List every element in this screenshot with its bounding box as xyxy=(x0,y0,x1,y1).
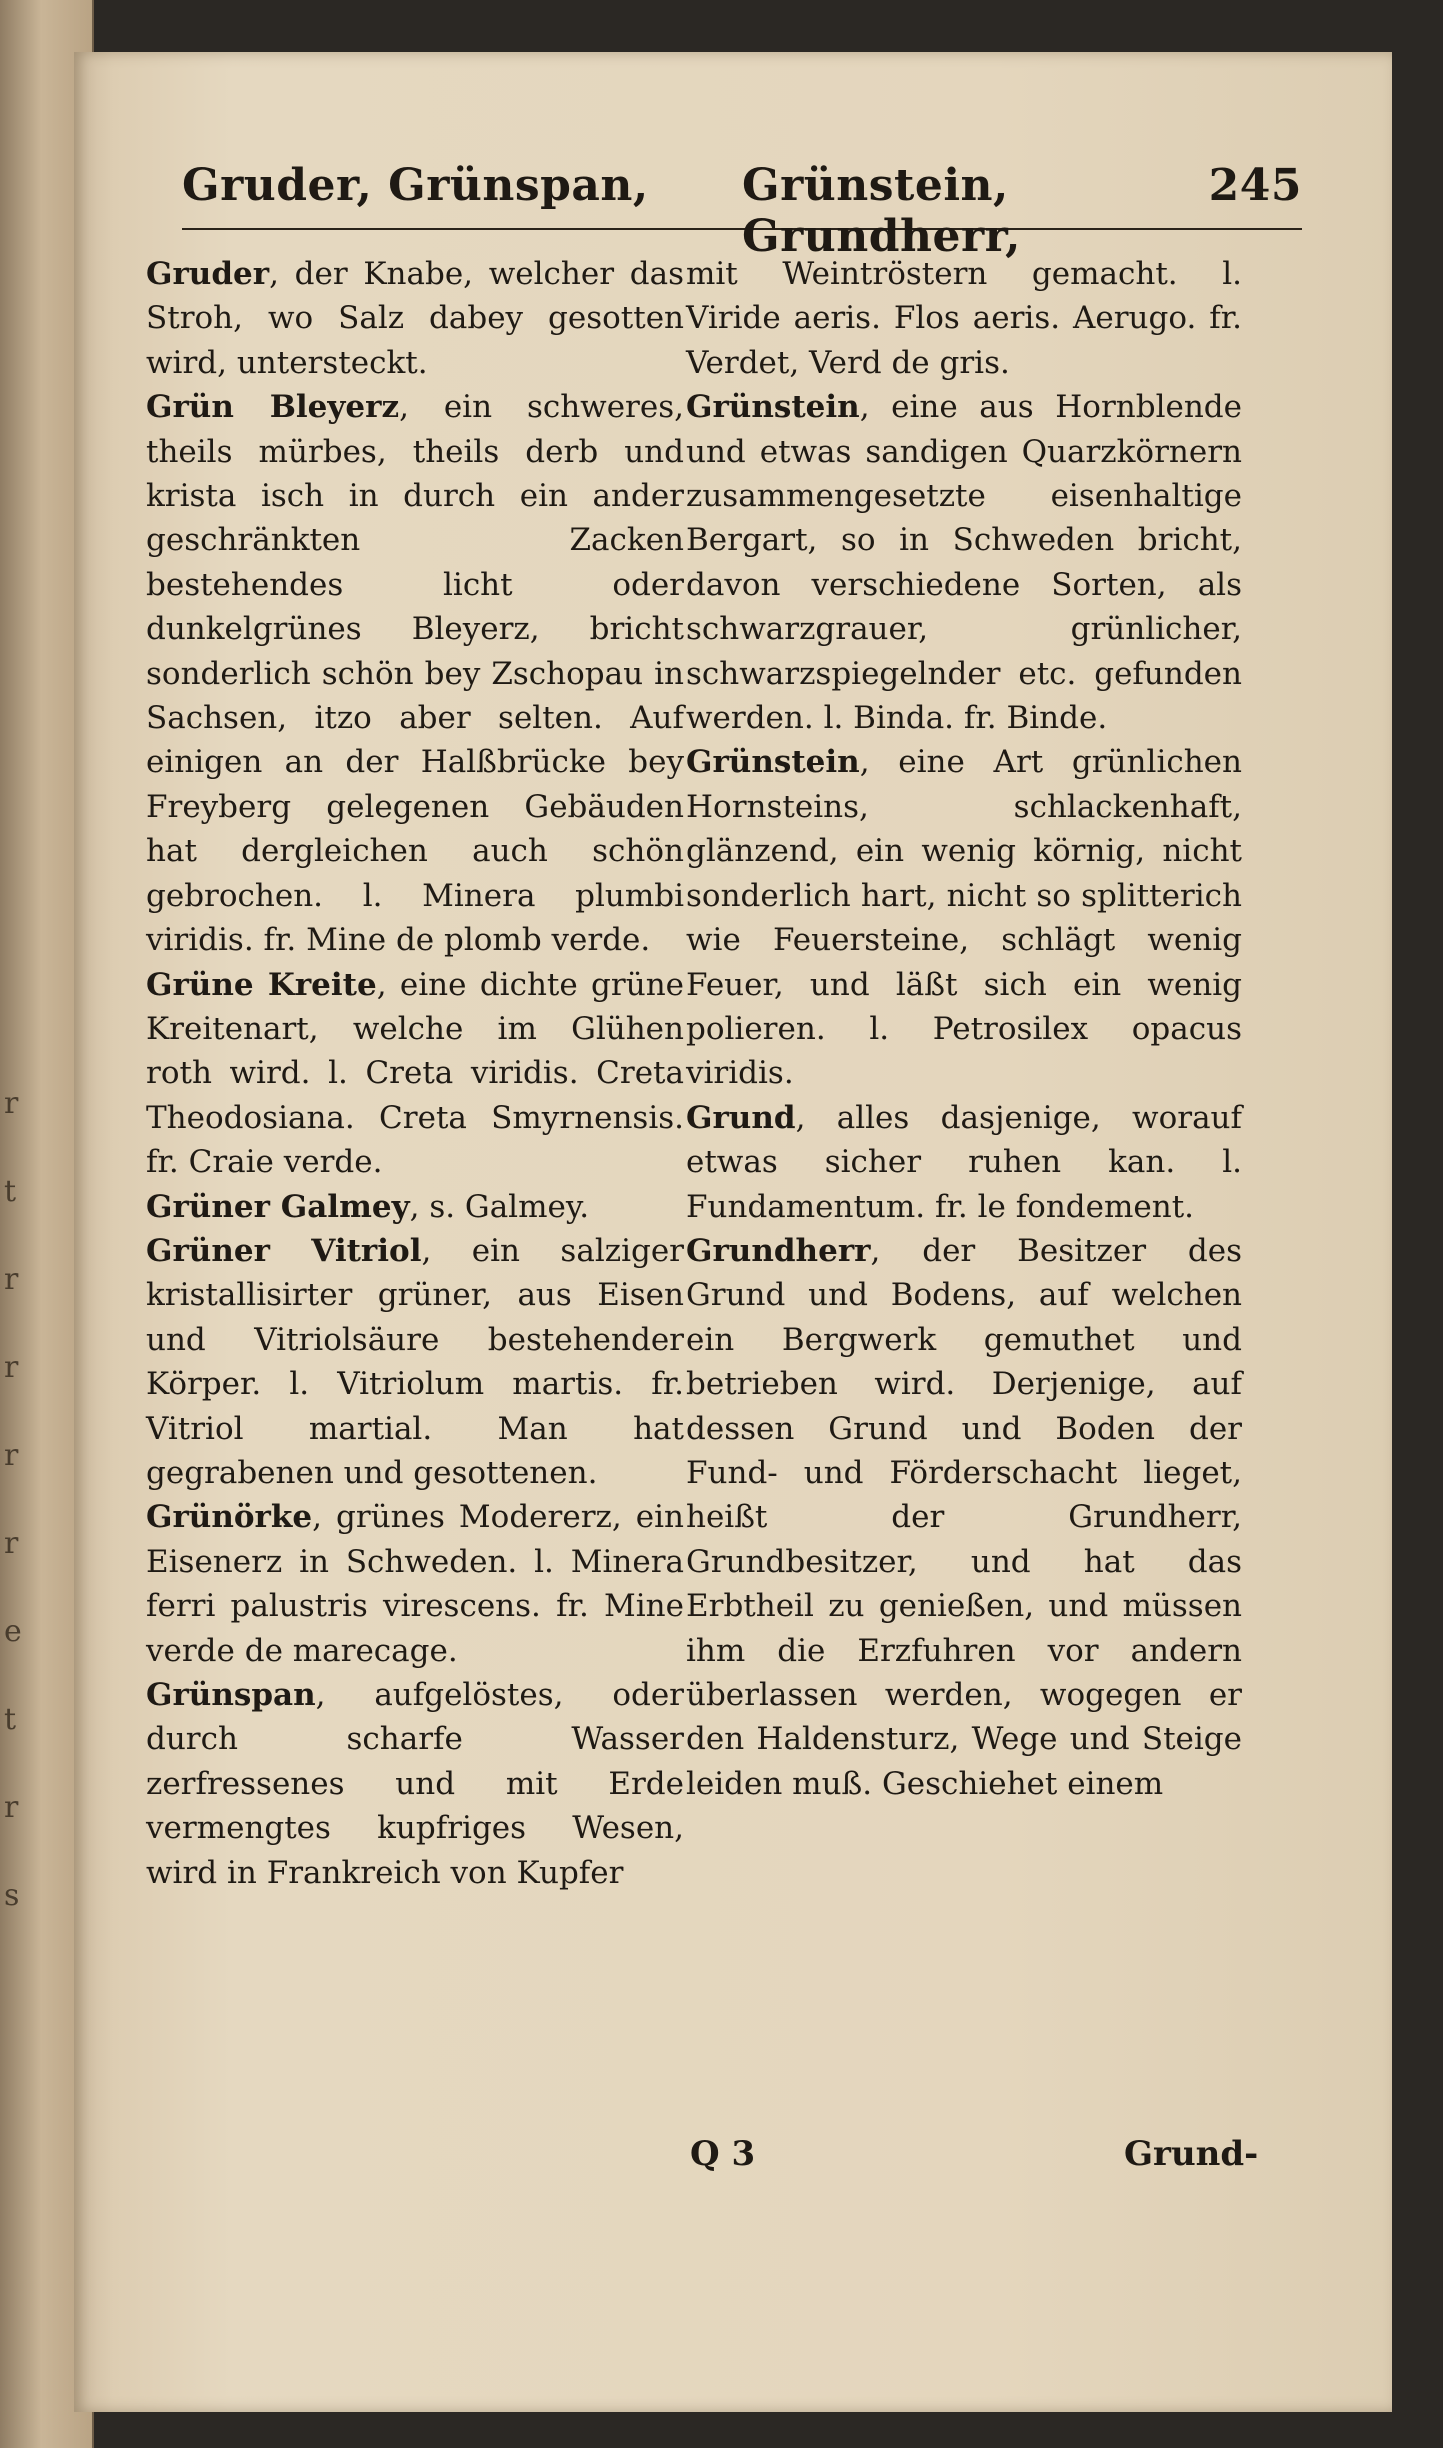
dictionary-entry-continuation xyxy=(686,252,1242,385)
left-column xyxy=(146,252,684,1895)
entry-text: , grünes Modererz, ein Eisenerz in Schweden. l. Minera ferri palustris virescens. fr. Mine verde de marecage. xyxy=(146,1499,684,1669)
entry-text: , der Knabe, welcher das Stroh, wo Salz dabey gesotten wird, untersteckt. xyxy=(146,256,684,381)
entry-headword: Grünörke xyxy=(146,1499,313,1536)
entry-text: , eine aus Hornblende und etwas sandigen Quarzkörnern zusammengesetzte eisenhaltige Bergart, so in Schweden bricht, davon verschiedene Sorten, als schwarzgrauer, grünlicher, schwarzspiegelnder etc. gefunden werden. l. Binda. fr. Binde. xyxy=(686,389,1242,737)
dictionary-entry xyxy=(146,1673,684,1895)
entry-headword: Grundherr xyxy=(686,1232,871,1269)
entry-text: , alles dasjenige, worauf etwas sicher ruhen kan. l. Fundamentum. fr. le fondement. xyxy=(686,1099,1242,1225)
entry-headword: Gruder xyxy=(146,256,270,292)
entry-headword: Grünspan xyxy=(146,1677,316,1713)
dictionary-entry xyxy=(146,1495,684,1673)
right-column xyxy=(686,252,1242,1806)
entry-text: , ein salziger kristallisirter grüner, aus Eisen und Vitriolsäure bestehender Körper. l. Vitriolum martis. fr. Vitriol martial. Man hat gegrabenen und gesottenen. xyxy=(146,1232,684,1491)
running-head-right: Grünstein, Grundherr, xyxy=(742,160,1021,262)
catchword: Grund- xyxy=(1124,2134,1259,2174)
entry-text: , aufgelöstes, oder durch scharfe Wasser zerfressenes und mit Erde vermengtes kupfriges Wesen, wird in Frankreich von Kupfer xyxy=(146,1677,684,1891)
dictionary-entry xyxy=(146,1229,684,1495)
dictionary-entry xyxy=(146,252,684,385)
entry-headword: Grünstein xyxy=(686,744,860,781)
signature-mark: Q 3 xyxy=(690,2134,756,2174)
entry-headword: Grüner Galmey xyxy=(146,1188,410,1225)
entry-text: , eine Art grünlichen Hornsteins, schlackenhaft, glänzend, ein wenig körnig, nicht sonderlich hart, nicht so splitterich wie Feuersteine, schlägt wenig Feuer, und läßt sich ein wenig polieren. l. Petrosilex opacus viridis. xyxy=(686,744,1242,1092)
dictionary-entry xyxy=(146,963,684,1185)
dictionary-entry xyxy=(146,1185,684,1229)
book-page xyxy=(74,52,1392,2412)
dictionary-entry xyxy=(146,385,684,962)
entry-text: , s. Galmey. xyxy=(409,1188,590,1225)
entry-text: , ein schweres, theils mürbes, theils derb und krista isch in durch ein ander geschränkten Zacken bestehendes licht oder dunkelgrünes Bleyerz, bricht sonderlich schön bey Zschopau in Sachsen, itzo aber selten. Auf einigen an der Halßbrücke bey Freyberg gelegenen Gebäuden hat dergleichen auch schön gebrochen. l. Minera plumbi viridis. fr. Mine de plomb verde. xyxy=(146,389,684,959)
running-head xyxy=(182,148,1302,262)
entry-headword: Grund xyxy=(686,1099,796,1136)
entry-headword: Grüne Kreite xyxy=(146,966,377,1003)
dictionary-entry xyxy=(686,385,1242,740)
dictionary-entry xyxy=(686,1096,1242,1229)
dictionary-entry xyxy=(686,740,1242,1095)
page-number: 245 xyxy=(1208,160,1302,211)
entry-text: mit Weintröstern gemacht. l. Viride aeris. Flos aeris. Aerugo. fr. Verdet, Verd de gris. xyxy=(686,256,1242,381)
entry-headword: Grün Bleyerz xyxy=(146,389,400,426)
entry-text: , eine dichte grüne Kreitenart, welche im Glühen roth wird. l. Creta viridis. Creta Theodosiana. Creta Smyrnensis. fr. Craie verde. xyxy=(146,966,684,1181)
entry-headword: Grüner Vitriol xyxy=(146,1232,422,1269)
running-head-left: Gruder, Grünspan, xyxy=(182,160,649,211)
adjacent-page-marks: r t r r r r e t r s xyxy=(4,1086,22,1913)
entry-headword: Grünstein xyxy=(686,389,860,426)
dictionary-entry xyxy=(686,1229,1242,1806)
entry-text: , der Besitzer des Grund und Bodens, auf welchen ein Bergwerk gemuthet und betrieben wird. Derjenige, auf dessen Grund und Boden der Fund- und Förderschacht lieget, heißt der Grundherr, Grundbesitzer, und hat das Erbtheil zu genießen, und müssen ihm die Erzfuhren vor andern überlassen werden, wogegen er den Haldensturz, Wege und Steige leiden muß. Geschiehet einem xyxy=(686,1232,1242,1802)
